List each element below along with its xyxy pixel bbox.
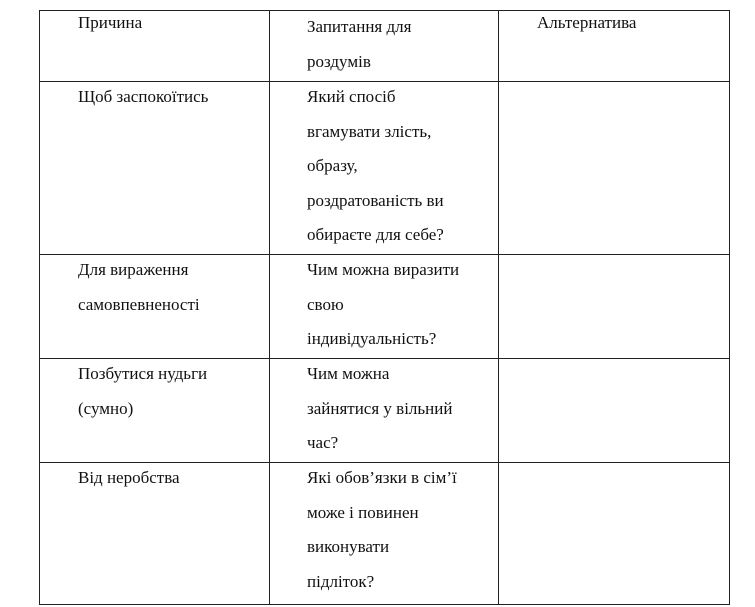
alternative-cell: [499, 359, 730, 463]
cause-text: Щоб заспокоїтись: [78, 87, 209, 106]
question-cell: [270, 82, 499, 255]
cause-cell: [40, 359, 270, 463]
question-cell: [270, 255, 499, 359]
question-cell: [270, 463, 499, 605]
header-alternative: [499, 11, 730, 82]
cause-text: Від неробства: [78, 468, 180, 487]
table-row: [40, 463, 730, 605]
table-row: [40, 82, 730, 255]
alternative-cell: [499, 463, 730, 605]
question-text: Чим можна виразити свою індивідуальність?: [307, 260, 460, 348]
header-alternative-text: Альтернатива: [537, 13, 637, 32]
question-text: Чим можна зайнятися у вільний час?: [307, 364, 453, 452]
header-cause-text: Причина: [78, 13, 143, 32]
cause-text: Для вираження самовпевненості: [78, 260, 200, 314]
cause-cell: [40, 463, 270, 605]
cause-cell: [40, 82, 270, 255]
alternative-cell: [499, 82, 730, 255]
question-text: Який спосіб вгамувати злість, образу, роздратованість ви обираєте для себе?: [307, 87, 444, 244]
header-cause: [40, 11, 270, 82]
reasons-table: [39, 10, 730, 605]
header-question-text: Запитання для роздумів: [307, 17, 412, 71]
table-header-row: [40, 11, 730, 82]
table-row: [40, 359, 730, 463]
cause-text: Позбутися нудьги (сумно): [78, 364, 208, 418]
alternative-cell: [499, 255, 730, 359]
header-question: [270, 11, 499, 82]
cause-cell: [40, 255, 270, 359]
question-text: Які обов’язки в сім’ї може і повинен виконувати підліток?: [307, 468, 457, 591]
table-row: [40, 255, 730, 359]
question-cell: [270, 359, 499, 463]
